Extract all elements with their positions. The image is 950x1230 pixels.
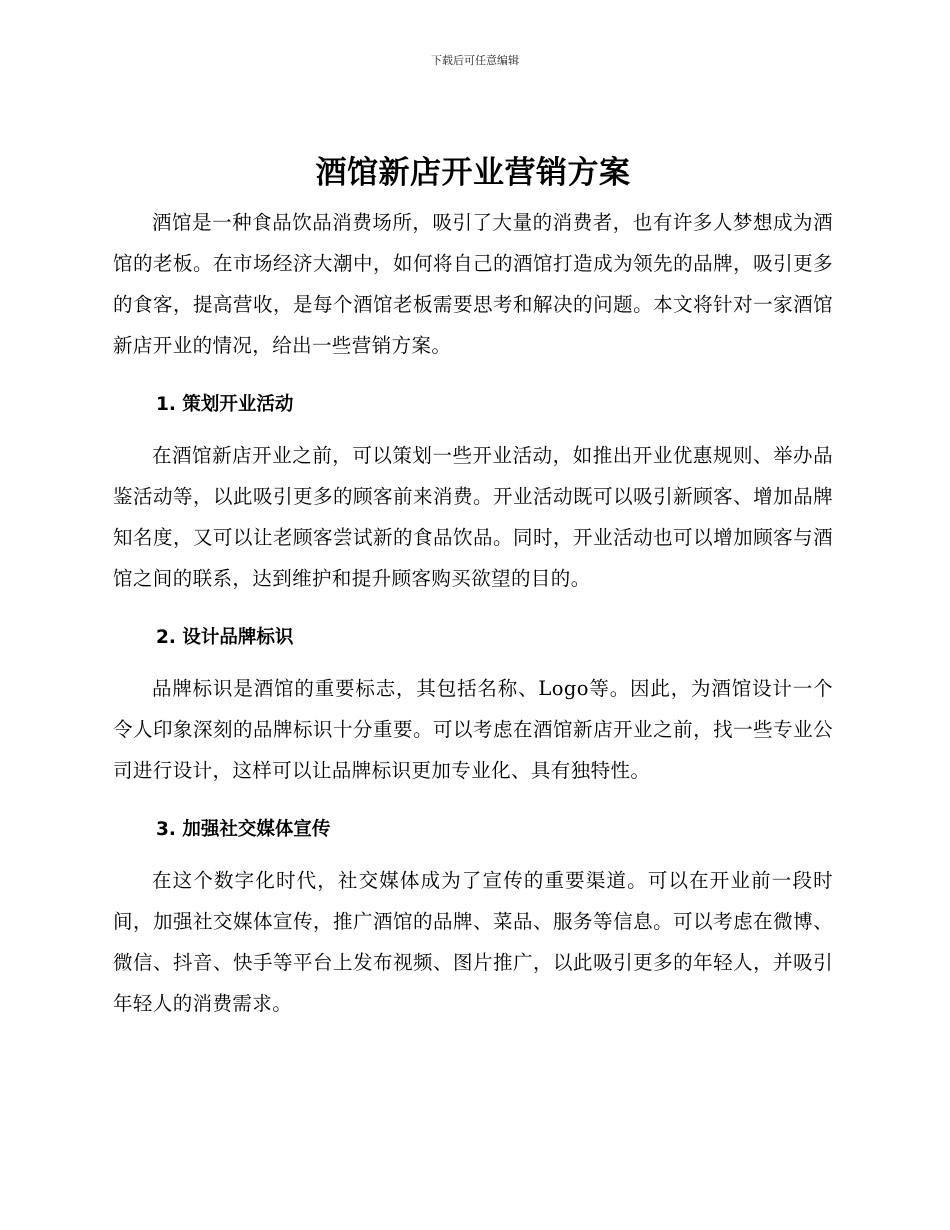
section-body-2: 品牌标识是酒馆的重要标志，其包括名称、Logo等。因此，为酒馆设计一个令人印象深刻的品牌标识十分重要。可以考虑在酒馆新店开业之前，找一些专业公司进行设计，这样可以让品牌标识更加专业化、具有独特性。	[113, 677, 833, 782]
section-heading-1: 1. 策划开业活动	[156, 394, 294, 415]
section-body-1: 在酒馆新店开业之前，可以策划一些开业活动，如推出开业优惠规则、举办品鉴活动等，以此吸引更多的顾客前来消费。开业活动既可以吸引新顾客、增加品牌知名度，又可以让老顾客尝试新的食品饮品。同时，开业活动也可以增加顾客与酒馆之间的联系，达到维护和提升顾客购买欲望的目的。	[113, 444, 833, 590]
header-note: 下载后可任意编辑	[431, 54, 519, 67]
intro-paragraph: 酒馆是一种食品饮品消费场所，吸引了大量的消费者，也有许多人梦想成为酒馆的老板。在市场经济大潮中，如何将自己的酒馆打造成为领先的品牌，吸引更多的食客，提高营收，是每个酒馆老板需要思考和解决的问题。本文将针对一家酒馆新店开业的情况，给出一些营销方案。	[113, 211, 833, 357]
document-title: 酒馆新店开业营销方案	[315, 155, 631, 191]
section-heading-3: 3. 加强社交媒体宣传	[156, 819, 331, 840]
section-body-3: 在这个数字化时代，社交媒体成为了宣传的重要渠道。可以在开业前一段时间，加强社交媒体宣传，推广酒馆的品牌、菜品、服务等信息。可以考虑在微博、微信、抖音、快手等平台上发布视频、图片推广，以此吸引更多的年轻人，并吸引年轻人的消费需求。	[113, 869, 833, 1015]
document-content	[113, 150, 833, 1024]
section-heading-2: 2. 设计品牌标识	[156, 627, 294, 648]
